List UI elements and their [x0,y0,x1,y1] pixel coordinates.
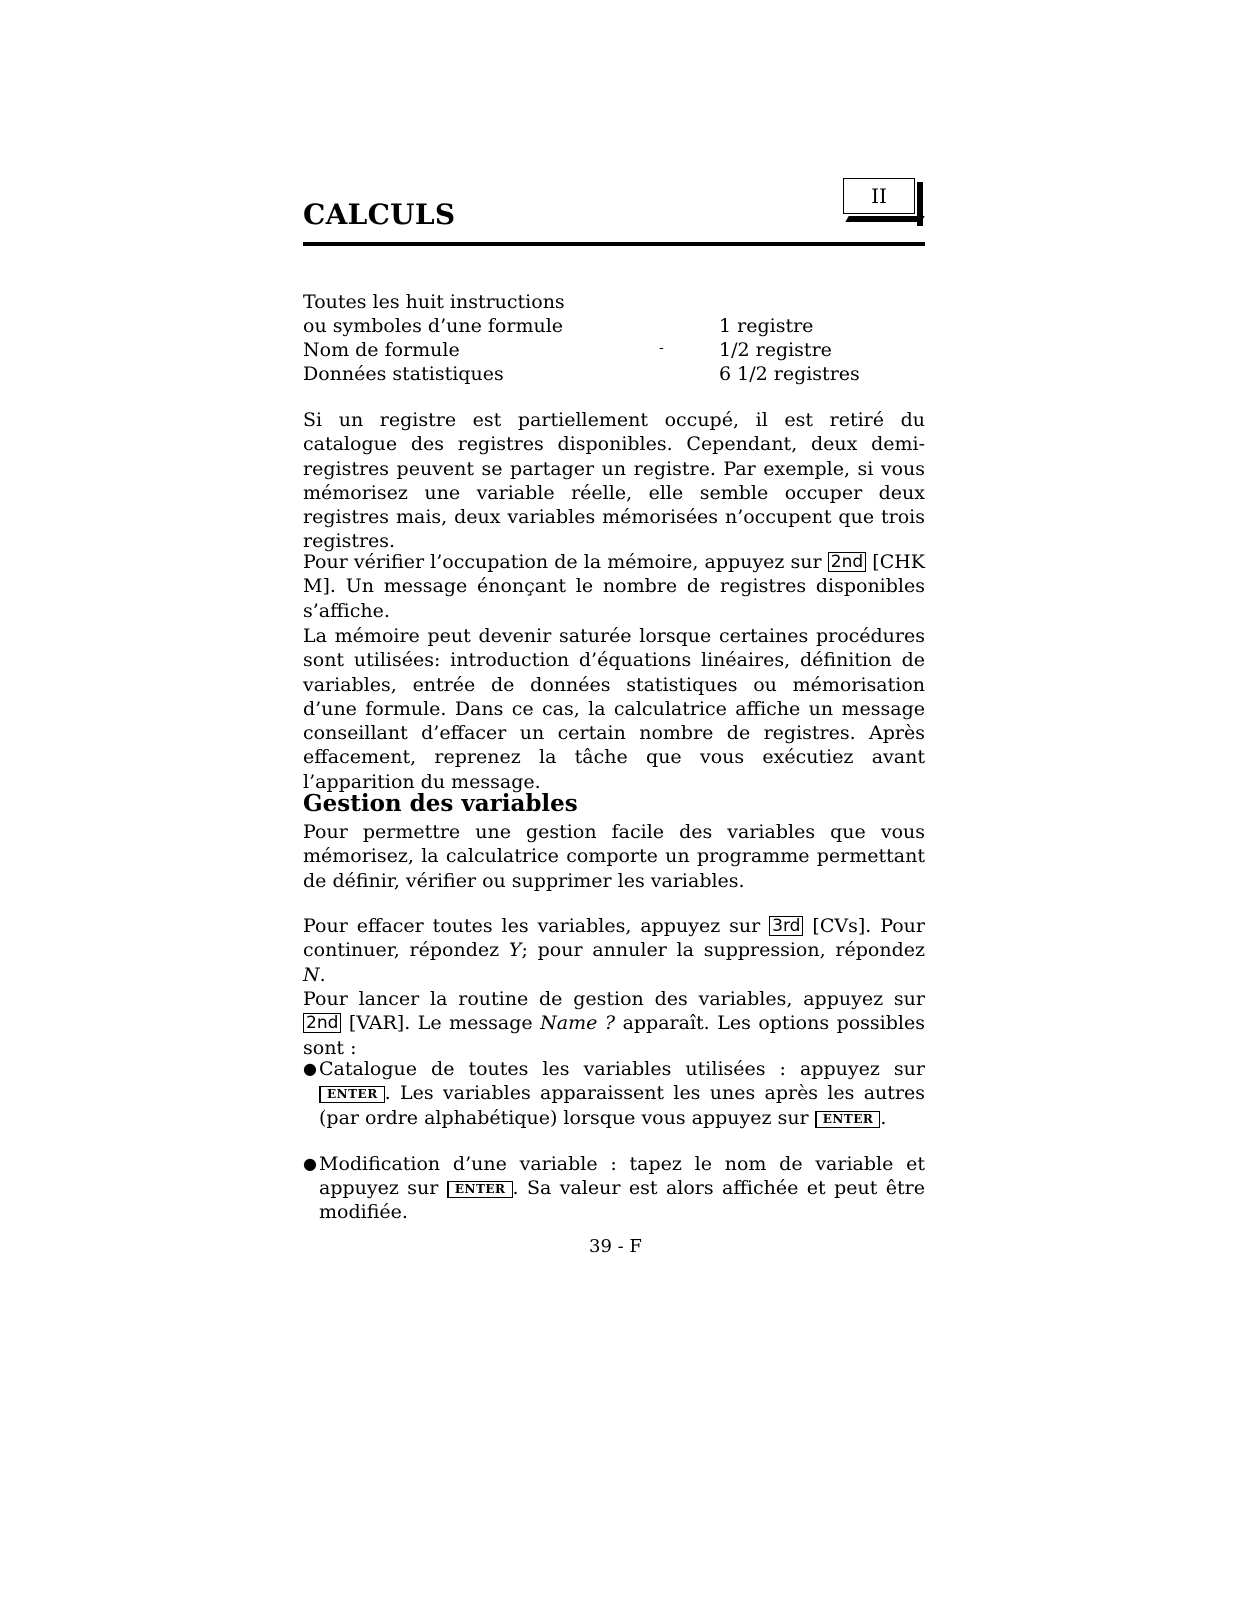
chapter-title: CALCULS [303,198,456,231]
list-item: ● Modification d’une variable : tapez le nom de variable et appuyez sur ENTER . Sa valeur est alors affichée et peut être modifiée. [303,1152,925,1224]
bullet-icon: ● [303,1059,317,1078]
row-label: Toutes les huit instructions [303,291,565,313]
row-value: 1/2 registre [719,339,832,361]
section-heading: Gestion des variables [303,790,578,817]
bullet-icon: ● [303,1153,317,1173]
row-label: ou symboles d’une formule [303,315,564,337]
options-list [303,1057,925,1225]
memory-usage-table [303,290,925,386]
paragraph-register-sharing: Si un registre est partiellement occupé, il est retiré du catalogue des registres disponibles. Cependant, deux demi-registres peuvent se partager un registre. Par exemple, si vous mémorisez une variable réelle, elle semble occuper deux registres mais, deux variables mémorisées n’occupent que trois registres. [303,409,925,553]
table-row [303,362,925,386]
page-number: 39 - F [589,1236,642,1257]
key-enter: ENTER [815,1111,881,1128]
key-enter: ENTER [319,1086,385,1103]
row-value: 1 registre [719,315,814,337]
header-rule [303,242,925,246]
key-2nd: 2nd [828,552,866,572]
list-item: ● Catalogue de toutes les variables utilisées : appuyez sur ENTER . Les variables apparaissent les unes après les autres (par ordre alphabétique) lorsque vous appuyez sur ENTER . [303,1058,925,1129]
table-row [303,290,925,314]
key-3rd: 3rd [769,916,803,936]
row-label: Nom de formule [303,339,460,361]
stray-dash: - [659,340,664,356]
table-row [303,338,925,362]
table-row [303,314,925,338]
paragraph-memory-full: La mémoire peut devenir saturée lorsque certaines procédures sont utilisées: introduction d’équations linéaires, définition de variables, entrée de données statistiques ou mémorisation d’une formule. Dans ce cas, la calculatrice affiche un message conseillant d’effacer un certain nombre de registres. Après effacement, reprenez la tâche que vous exécutiez avant l’apparition du message. [303,625,925,793]
row-value: 6 1/2 registres [719,363,860,385]
chapter-tab [843,178,923,232]
key-enter: ENTER [447,1181,513,1198]
paragraph-variables-intro: Pour permettre une gestion facile des variables que vous mémorisez, la calculatrice comporte un programme permettant de définir, vérifier ou supprimer les variables. [303,821,925,892]
page-header [303,176,925,248]
row-label: Données statistiques [303,363,504,385]
key-2nd: 2nd [303,1013,341,1033]
paragraph-var-routine: Pour lancer la routine de gestion des variables, appuyez sur 2nd [VAR]. Le message Name ? apparaît. Les options possibles sont : [303,988,925,1059]
chapter-tab-label: II [871,184,887,208]
paragraph-check-memory: Pour vérifier l’occupation de la mémoire, appuyez sur 2nd [CHK M]. Un message énonçant le nombre de registres disponibles s’affiche. [303,551,925,622]
paragraph-clear-variables: Pour effacer toutes les variables, appuyez sur 3rd [CVs]. Pour continuer, répondez Y; pour annuler la suppression, répondez N. [303,915,925,986]
